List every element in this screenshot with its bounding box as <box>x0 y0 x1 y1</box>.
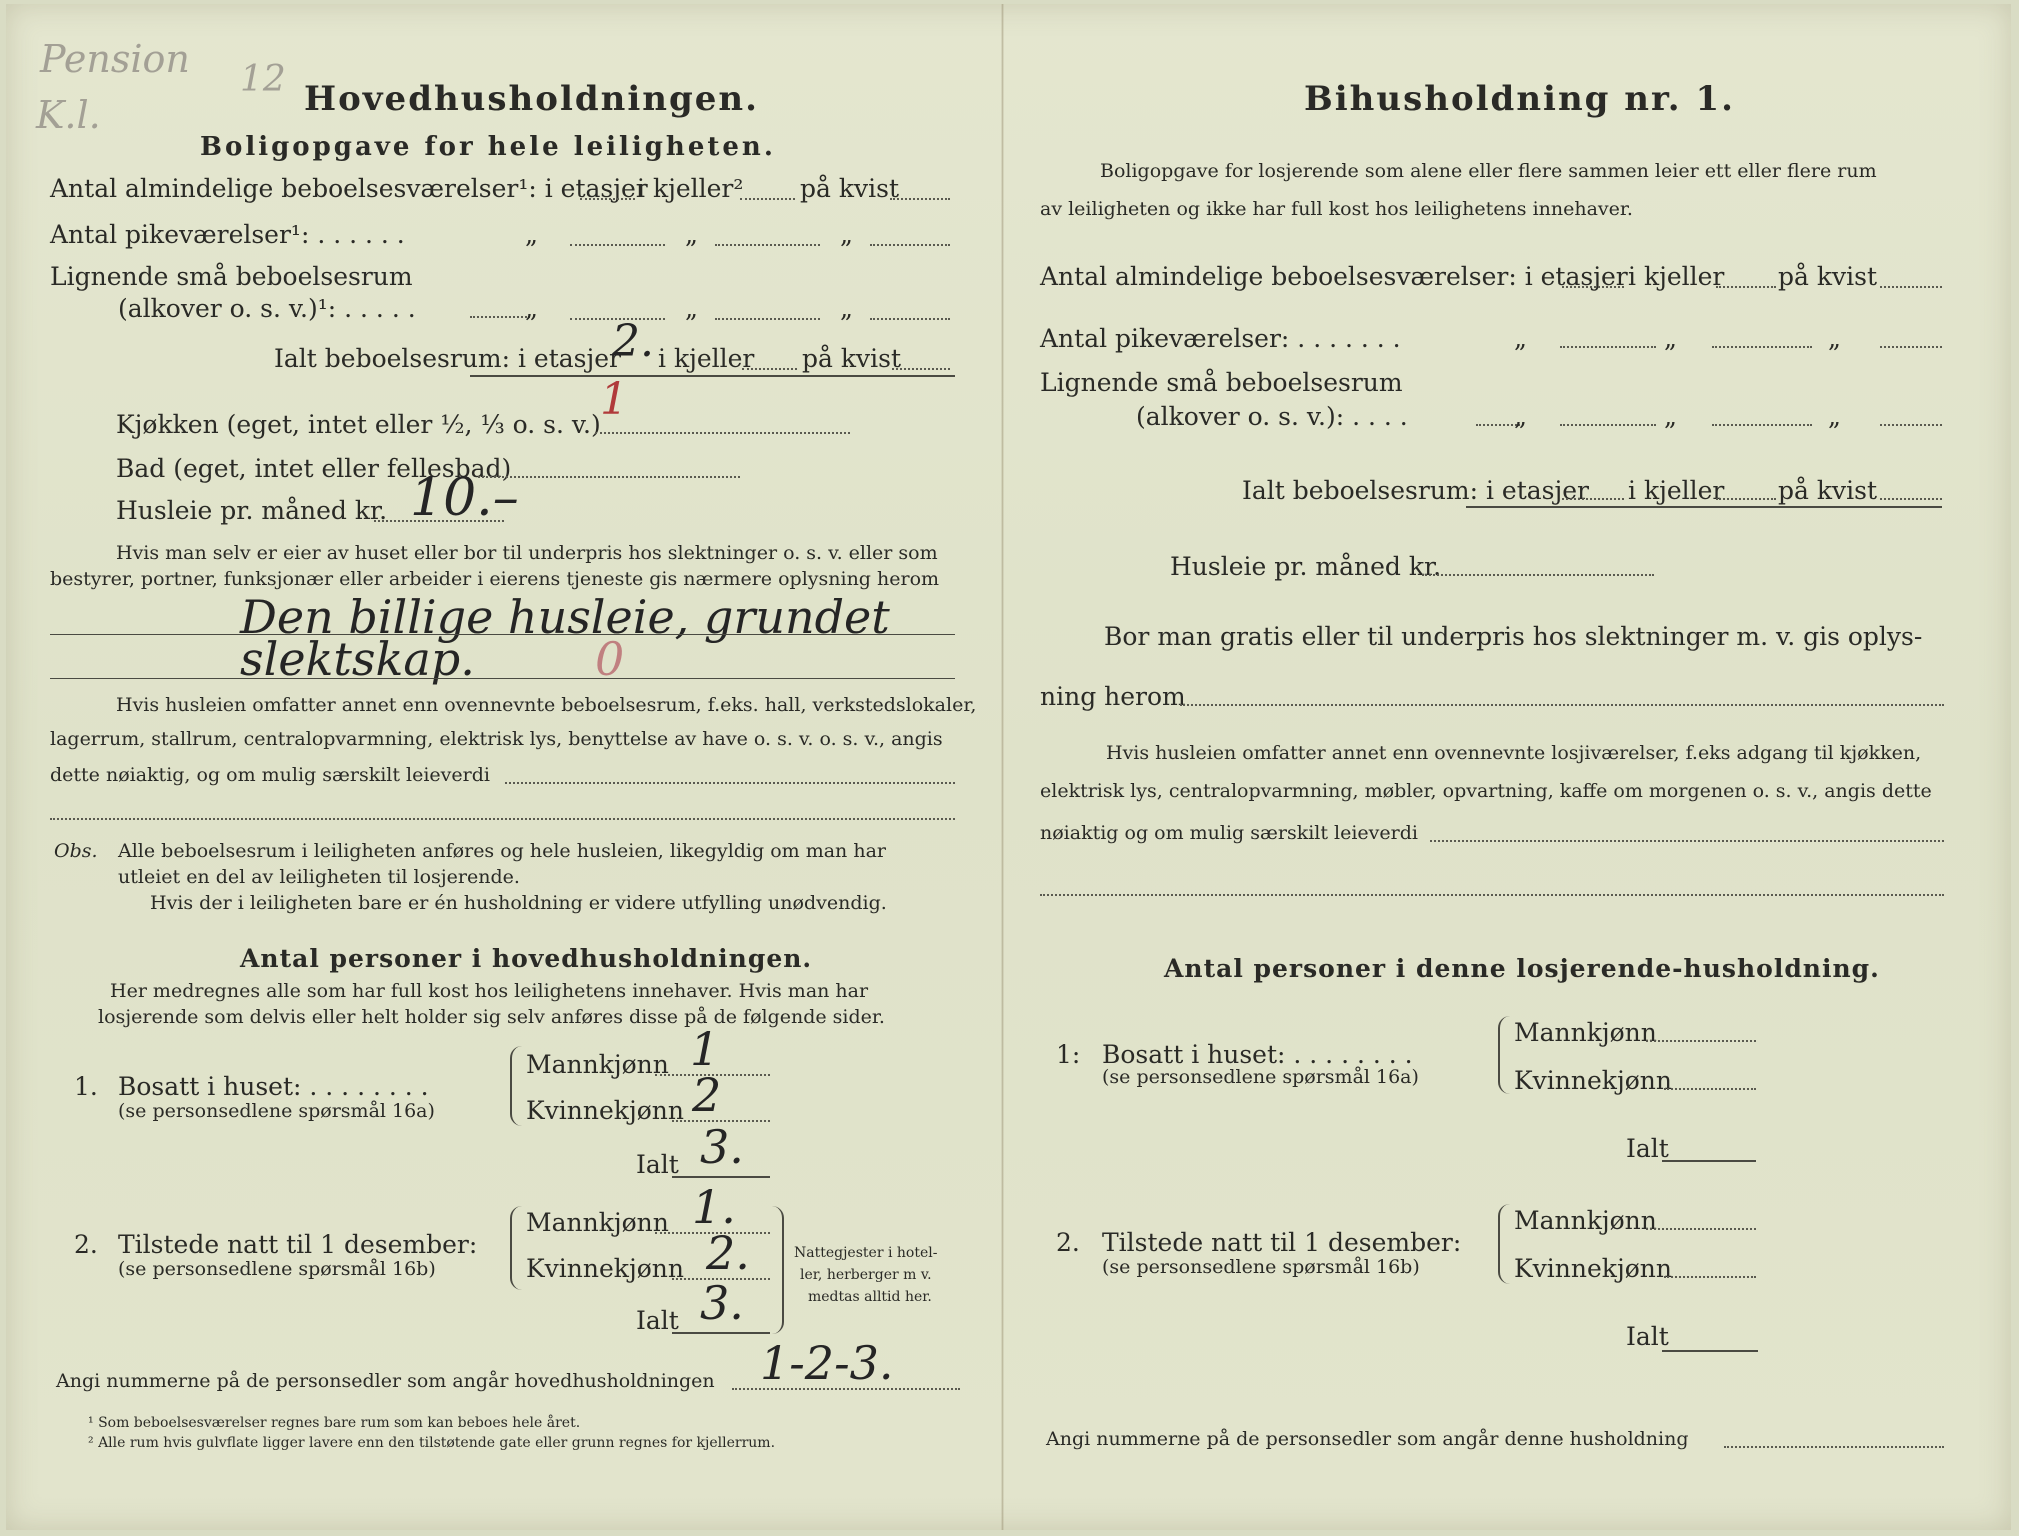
obs-text: utleiet en del av leiligheten til losjerende. <box>118 866 520 888</box>
ialt-rooms-label: Ialt beboelsesrum: i etasjer <box>274 344 622 373</box>
alkover-etasjer-a-field[interactable] <box>470 316 530 318</box>
q2-ialt-field[interactable] <box>672 1332 770 1334</box>
q1-kvinne-label: Kvinnekjønn <box>526 1096 684 1125</box>
q2-ialt-label: Ialt <box>1626 1322 1669 1351</box>
red-mark: 0 <box>595 632 625 686</box>
kjokken-value: 1 <box>600 374 628 425</box>
ditto-mark: „ <box>840 294 853 323</box>
alkover-kvist-field[interactable] <box>870 318 950 320</box>
antal-text: losjerende som delvis eller helt holder sig selv anføres disse på de følgende sider. <box>98 1006 885 1028</box>
bor-text: Bor man gratis eller til underpris hos slektninger m. v. gis oplys- <box>1104 622 1923 651</box>
ditto-mark: „ <box>1664 324 1677 353</box>
pike-kvist-field[interactable] <box>870 244 950 246</box>
husleie-value: 10.– <box>410 468 519 528</box>
kjeller-field[interactable] <box>1716 286 1776 288</box>
rooms-label: Antal almindelige beboelsesværelser: i etasjer <box>1040 262 1628 291</box>
q1-mann-value: 1 <box>690 1022 720 1076</box>
q1-brace <box>510 1046 522 1126</box>
q2-number: 2. <box>74 1230 98 1259</box>
angi-value: 1-2-3. <box>760 1336 894 1390</box>
q1-ialt-field[interactable] <box>1662 1160 1756 1162</box>
q2-kvinne-label: Kvinnekjønn <box>1514 1254 1672 1283</box>
leieverdi-field[interactable] <box>1430 840 1944 842</box>
slekt-handwriting: slektskap. <box>240 632 475 686</box>
ialt-underline <box>470 375 955 377</box>
q2-brace <box>510 1206 522 1290</box>
q2-mann-label: Mannkjønn <box>526 1208 669 1237</box>
ditto-mark: „ <box>840 220 853 249</box>
obs-text: Hvis der i leiligheten bare er én husholdning er videre utfylling unødvendig. <box>150 892 887 914</box>
ialt-kvist-field[interactable] <box>892 368 950 370</box>
slekt-line-1 <box>50 634 955 635</box>
ditto-mark: „ <box>685 220 698 249</box>
slekt-line-2 <box>50 678 955 679</box>
small-rooms-label: Lignende små beboelsesrum <box>1040 368 1403 397</box>
q2-kvinne-label: Kvinnekjønn <box>526 1254 684 1283</box>
q2-sub: (se personsedlene spørsmål 16b) <box>1102 1256 1420 1278</box>
ditto-mark: „ <box>1514 402 1527 431</box>
pike-kvist-field[interactable] <box>1880 346 1942 348</box>
q1-mann-label: Mannkjønn <box>526 1050 669 1079</box>
pike-label: Antal pikeværelser¹: . . . . . . <box>50 220 405 249</box>
q2-brace <box>1498 1204 1510 1284</box>
leieverdi-field[interactable] <box>505 782 955 784</box>
pike-etasjer-field[interactable] <box>570 244 665 246</box>
right-title: Bihusholdning nr. 1. <box>1304 79 1735 119</box>
ditto-mark: „ <box>1514 324 1527 353</box>
husleie-label: Husleie pr. måned kr. <box>1170 552 1442 581</box>
q2-mann-label: Mannkjønn <box>1514 1206 1657 1235</box>
angi-label: Angi nummerne på de personsedler som angår hovedhusholdningen <box>56 1370 715 1392</box>
q1-sub: (se personsedlene spørsmål 16a) <box>1102 1066 1419 1088</box>
q2-ialt-label: Ialt <box>636 1306 679 1335</box>
pike-kjeller-field[interactable] <box>1712 346 1812 348</box>
omfatter-text: Hvis husleien omfatter annet enn ovennevnte beboelsesrum, f.eks. hall, verkstedslokaler, <box>116 694 977 716</box>
ditto-mark: „ <box>525 220 538 249</box>
antal-title: Antal personer i denne losjerende-husholdning. <box>1164 954 1880 983</box>
q2-kvinne-value: 2. <box>706 1226 750 1280</box>
ialt-rooms-label: Ialt beboelsesrum: i etasjer <box>1242 476 1590 505</box>
q1-kvinne-value: 2 <box>692 1068 722 1122</box>
husleie-field[interactable] <box>1422 574 1654 576</box>
q1-kvinne-label: Kvinnekjønn <box>1514 1066 1672 1095</box>
kvist-label: på kvist <box>1778 262 1877 291</box>
intro-text: Boligopgave for losjerende som alene eller flere sammen leier ett eller flere rum <box>1100 160 1877 182</box>
q2-mann-value: 1. <box>692 1180 736 1234</box>
q1-ialt-field[interactable] <box>672 1176 770 1178</box>
nattegjester-note: ler, herberger m v. <box>800 1267 932 1283</box>
kjeller-label: i kjeller² <box>637 174 744 203</box>
etasjer-field[interactable] <box>1562 286 1624 288</box>
omfatter-text: Hvis husleien omfatter annet enn ovennevnte losjiværelser, f.eks adgang til kjøkken, <box>1106 742 1922 764</box>
q2-ialt-field[interactable] <box>1662 1350 1758 1352</box>
nattegjester-note: medtas alltid her. <box>808 1289 932 1305</box>
husleie-label: Husleie pr. måned kr. <box>116 496 388 525</box>
q1-sub: (se personsedlene spørsmål 16a) <box>118 1100 435 1122</box>
ialt-etasjer-field[interactable] <box>1562 498 1624 500</box>
kjeller-field[interactable] <box>740 198 795 200</box>
pencil-note: K.l. <box>36 93 101 137</box>
bor-field[interactable] <box>1180 704 1944 706</box>
pike-etasjer-field[interactable] <box>1560 346 1656 348</box>
alkover-kjeller-field[interactable] <box>1712 424 1812 426</box>
q1-mann-field[interactable] <box>1646 1040 1756 1042</box>
intro-text: av leiligheten og ikke har full kost hos leilighetens innehaver. <box>1040 198 1633 220</box>
slekt-handwriting: Den billige husleie, grundet <box>240 590 890 644</box>
pencil-note: 12 <box>240 59 286 100</box>
q2-kvinne-field[interactable] <box>1664 1276 1756 1278</box>
ialt-kjeller-field[interactable] <box>1716 498 1776 500</box>
ditto-mark: „ <box>525 294 538 323</box>
q2-label: Tilstede natt til 1 desember: <box>1102 1228 1462 1257</box>
q1-brace <box>1498 1016 1510 1094</box>
q1-label: Bosatt i huset: . . . . . . . . <box>118 1072 429 1101</box>
nattegjester-note: Nattegjester i hotel- <box>794 1245 938 1261</box>
slekt-text: Hvis man selv er eier av huset eller bor til underpris hos slektninger o. s. v. eller som <box>116 542 938 564</box>
q1-ialt-label: Ialt <box>636 1150 679 1179</box>
ditto-mark: „ <box>685 294 698 323</box>
ditto-mark: „ <box>1828 402 1841 431</box>
omfatter-text: nøiaktig og om mulig særskilt leieverdi <box>1040 822 1418 844</box>
q1-label: Bosatt i huset: . . . . . . . . <box>1102 1040 1413 1069</box>
footnote: ¹ Som beboelsesværelser regnes bare rum som kan beboes hele året. <box>88 1415 581 1431</box>
omfatter-text: dette nøiaktig, og om mulig særskilt leieverdi <box>50 764 490 786</box>
ditto-mark: „ <box>1664 402 1677 431</box>
ialt-etasjer-value: 2. <box>612 316 654 367</box>
q2-ialt-value: 3. <box>700 1276 744 1330</box>
angi-label: Angi nummerne på de personsedler som angår denne husholdning <box>1046 1428 1689 1450</box>
footnote: ² Alle rum hvis gulvflate ligger lavere enn den tilstøtende gate eller grunn regnes for kjellerrum. <box>88 1435 776 1451</box>
kvist-field[interactable] <box>890 198 950 200</box>
ialt-kjeller-label: i kjeller <box>1628 476 1725 505</box>
q2-right-brace <box>772 1206 784 1334</box>
q1-ialt-value: 3. <box>700 1120 744 1174</box>
pencil-note: Pension <box>40 37 190 81</box>
angi-field[interactable] <box>1724 1446 1944 1448</box>
omfatter-text: lagerrum, stallrum, centralopvarmning, elektrisk lys, benyttelse av have o. s. v. o. s. v., angis <box>50 728 943 750</box>
antal-text: Her medregnes alle som har full kost hos leilighetens innehaver. Hvis man har <box>110 980 869 1002</box>
slekt-text: bestyrer, portner, funksjonær eller arbeider i eierens tjeneste gis nærmere oplysning herom <box>50 568 940 590</box>
q1-kvinne-field[interactable] <box>1664 1088 1756 1090</box>
kjeller-label: i kjeller <box>1628 262 1725 291</box>
alkover-kvist-field[interactable] <box>1880 424 1942 426</box>
ialt-kvist-label: på kvist <box>1778 476 1877 505</box>
kvist-label: på kvist <box>800 174 899 203</box>
q1-number: 1: <box>1056 1040 1081 1069</box>
pike-kjeller-field[interactable] <box>715 244 820 246</box>
kjokken-field[interactable] <box>595 432 850 434</box>
alkover-kjeller-field[interactable] <box>715 318 820 320</box>
q1-number: 1. <box>74 1072 98 1101</box>
ialt-kvist-field[interactable] <box>1880 498 1942 500</box>
leieverdi-field-2[interactable] <box>1040 894 1944 896</box>
alkover-etasjer-field[interactable] <box>1560 424 1656 426</box>
etasjer-field[interactable] <box>580 198 635 200</box>
leieverdi-field-2[interactable] <box>50 818 955 820</box>
alkover-label: (alkover o. s. v.)¹: . . . . . <box>118 294 416 323</box>
ialt-underline <box>1466 506 1942 508</box>
ialt-kvist-label: på kvist <box>802 344 901 373</box>
ditto-mark: „ <box>1828 324 1841 353</box>
page-fold <box>1001 4 1004 1530</box>
left-subtitle: Boligopgave for hele leiligheten. <box>200 132 776 162</box>
q1-mann-label: Mannkjønn <box>1514 1018 1657 1047</box>
q2-number: 2. <box>1056 1228 1080 1257</box>
q1-ialt-label: Ialt <box>1626 1134 1669 1163</box>
omfatter-text: elektrisk lys, centralopvarmning, møbler, opvartning, kaffe om morgenen o. s. v., angis dette <box>1040 780 1932 802</box>
antal-title: Antal personer i hovedhusholdningen. <box>240 944 813 973</box>
bad-label: Bad (eget, intet eller fellesbad) <box>116 454 512 483</box>
q2-sub: (se personsedlene spørsmål 16b) <box>118 1258 436 1280</box>
kvist-field[interactable] <box>1880 286 1942 288</box>
ialt-kjeller-label: i kjeller <box>658 344 755 373</box>
pike-label: Antal pikeværelser: . . . . . . . <box>1040 324 1401 353</box>
obs-text: Alle beboelsesrum i leiligheten anføres og hele husleien, likegyldig om man har <box>118 840 886 862</box>
q2-mann-field[interactable] <box>1646 1228 1756 1230</box>
ialt-kjeller-field[interactable] <box>742 368 797 370</box>
alkover-label: (alkover o. s. v.): . . . . <box>1136 402 1408 431</box>
kjokken-label: Kjøkken (eget, intet eller ½, ⅓ o. s. v.) <box>116 410 601 439</box>
q2-label: Tilstede natt til 1 desember: <box>118 1230 478 1259</box>
small-rooms-label: Lignende små beboelsesrum <box>50 262 413 291</box>
obs-label: Obs. <box>54 840 98 862</box>
rooms-label: Antal almindelige beboelsesværelser¹: i etasjer <box>50 174 648 203</box>
left-title: Hovedhusholdningen. <box>304 79 759 119</box>
bor-text: ning herom <box>1040 682 1186 711</box>
